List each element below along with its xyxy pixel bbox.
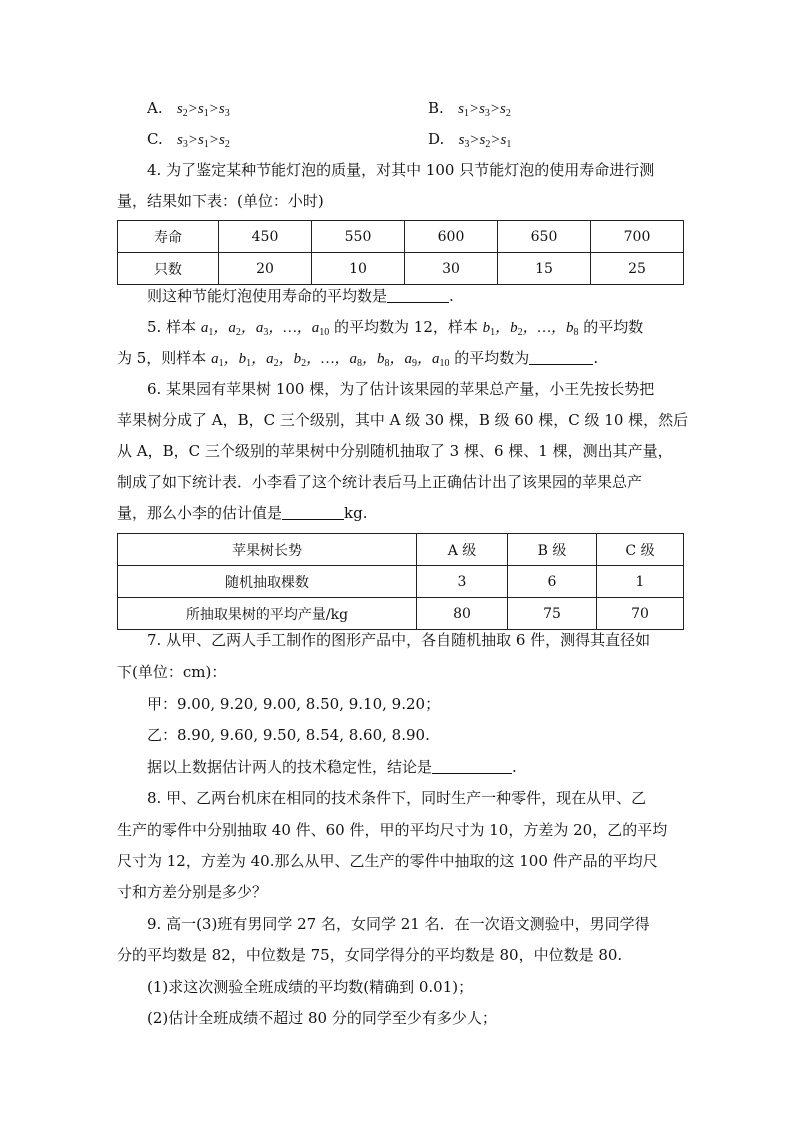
q8-line4: 寸和方差分别是多少？ (117, 883, 268, 901)
q4-line2: 量，结果如下表：(单位：小时) (117, 192, 324, 210)
option-a (147, 97, 230, 125)
table-cell: 550 (312, 221, 405, 253)
table-cell: A 级 (417, 534, 508, 566)
table-cell: C 级 (597, 534, 684, 566)
q7-text: 据以上数据估计两人的技术稳定性，结论是 (147, 758, 433, 776)
table-cell: 所抽取果树的平均产量/kg (118, 598, 417, 630)
option-c-expr: $s_3>s_1>s_2$ (177, 132, 230, 150)
answer-blank (432, 759, 512, 774)
q6-text: 量，那么小李的估计值是 (117, 504, 283, 522)
table-row (118, 534, 684, 566)
table-cell: 25 (591, 253, 684, 285)
q8-line2: 生产的零件中分别抽取 40 件、60 件，甲的平均尺寸为 10，方差为 20，乙的平均 (117, 821, 668, 839)
option-label: C. (147, 130, 163, 148)
q7-end: . (512, 758, 517, 776)
table-cell: 1 (597, 566, 684, 598)
option-d-expr: $s_3>s_2>s_1$ (458, 132, 512, 150)
q7-line1: 7. 从甲、乙两人手工制作的图形产品中，各自随机抽取 6 件，测得其直径如 (147, 631, 651, 649)
option-b-expr: $s_1>s_3>s_2$ (458, 101, 511, 119)
q9-line1: 9. 高一(3)班有男同学 27 名，女同学 21 名．在一次语文测验中，男同学得 (147, 915, 650, 933)
table-row (118, 566, 684, 598)
q7-line3: 甲：9.00, 9.20, 9.00, 8.50, 9.10, 9.20； (147, 695, 441, 713)
q5-sample-a: $a_1$，$a_2$，$a_3$，…，$a_{10}$ (200, 320, 330, 338)
table-cell: 苹果树长势 (118, 534, 417, 566)
table-cell: 随机抽取棵数 (118, 566, 417, 598)
table-cell: 寿命 (118, 221, 219, 253)
q5-text: 的平均数 (578, 318, 644, 336)
q5-sample-combined: $a_1$，$b_1$，$a_2$，$b_2$，…，$a_8$，$b_8$，$a_9$，$a_{10}$ (211, 351, 450, 369)
table-cell: 600 (405, 221, 498, 253)
answer-blank (282, 505, 344, 520)
q6-line1: 6. 某果园有苹果树 100 棵，为了估计该果园的苹果总产量，小王先按长势把 (147, 380, 655, 398)
q5-text: 为 5，则样本 (117, 349, 212, 367)
q9-line2: 分的平均数是 82，中位数是 75，女同学得分的平均数是 80，中位数是 80. (117, 946, 623, 964)
q8-line1: 8. 甲、乙两台机床在相同的技术条件下，同时生产一种零件，现在从甲、乙 (147, 789, 647, 807)
q5-line2 (117, 347, 598, 375)
answer-blank (387, 288, 449, 303)
q9-line4: (2)估计全班成绩不超过 80 分的同学至少有多少人； (147, 1009, 497, 1027)
q6-line4: 制成了如下统计表．小李看了这个统计表后马上正确估计出了该果园的苹果总产 (117, 473, 643, 491)
q5-sample-b: $b_1$，$b_2$，…，$b_8$ (482, 320, 579, 338)
q4-tail-text: 则这种节能灯泡使用寿命的平均数是 (147, 287, 388, 305)
option-d (428, 128, 511, 156)
option-label: A. (147, 99, 163, 117)
table-cell: B 级 (508, 534, 597, 566)
q6-line3: 从 A，B，C 三个级别的苹果树中分别随机抽取了 3 棵、6 棵、1 棵，测出其产量， (117, 442, 673, 460)
q6-line2: 苹果树分成了 A，B，C 三个级别，其中 A 级 30 棵，B 级 60 棵，C 级 10 棵，然后 (117, 411, 689, 429)
table-row (118, 221, 684, 253)
option-a-expr: $s_2>s_1>s_3$ (176, 101, 230, 119)
table-cell: 3 (417, 566, 508, 598)
option-label: D. (428, 130, 445, 148)
table-cell: 450 (219, 221, 312, 253)
q5-line1 (147, 316, 643, 344)
q5-text: 5. 样本 (147, 318, 201, 336)
q5-text: 的平均数为 (449, 349, 530, 367)
q6-unit: kg. (344, 504, 368, 522)
table-cell: 6 (508, 566, 597, 598)
q6-line5 (117, 502, 367, 524)
table-cell: 70 (597, 598, 684, 630)
q6-table (117, 533, 684, 630)
table-cell: 80 (417, 598, 508, 630)
table-row (118, 253, 684, 285)
q7-line2: 下(单位：cm)： (117, 663, 227, 681)
q4-table (117, 220, 684, 285)
table-cell: 10 (312, 253, 405, 285)
option-b (428, 97, 511, 125)
q5-text: 的平均数为 12，样本 (329, 318, 483, 336)
q9-line3: (1)求这次测验全班成绩的平均数(精确到 0.01)； (147, 978, 474, 996)
table-cell: 75 (508, 598, 597, 630)
table-cell: 30 (405, 253, 498, 285)
table-cell: 650 (498, 221, 591, 253)
table-row (118, 598, 684, 630)
q7-line5 (147, 756, 517, 778)
option-label: B. (428, 99, 444, 117)
q4-end: . (449, 287, 454, 305)
table-cell: 只数 (118, 253, 219, 285)
table-cell: 15 (498, 253, 591, 285)
q7-line4: 乙：8.90, 9.60, 9.50, 8.54, 8.60, 8.90. (147, 726, 430, 744)
q5-end: . (593, 349, 599, 367)
table-cell: 700 (591, 221, 684, 253)
table-cell: 20 (219, 253, 312, 285)
q8-line3: 尺寸为 12，方差为 40.那么从甲、乙生产的零件中抽取的这 100 件产品的平均尺 (117, 852, 658, 870)
answer-blank (529, 350, 593, 365)
q4-line1: 4. 为了鉴定某种节能灯泡的质量，对其中 100 只节能灯泡的使用寿命进行测 (147, 161, 655, 179)
option-c (147, 128, 230, 156)
q4-answer-line (147, 285, 454, 307)
